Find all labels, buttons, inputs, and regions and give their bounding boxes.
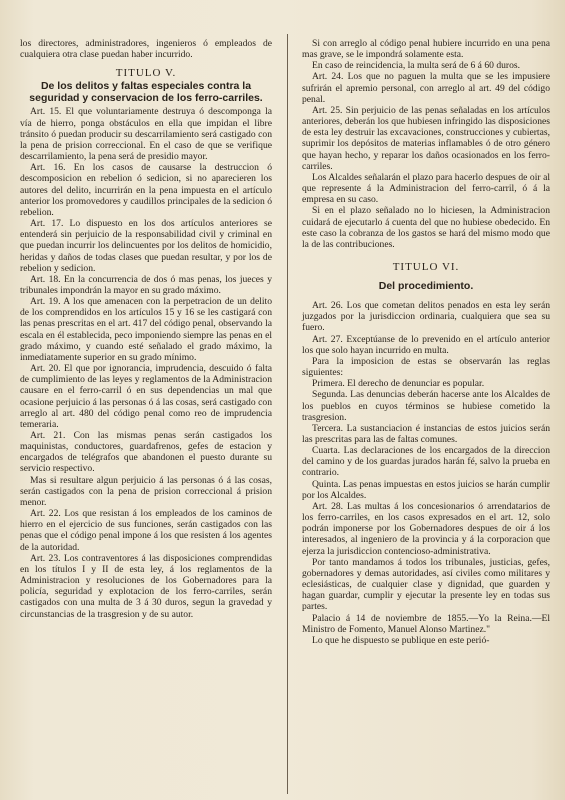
paragraph: Para la imposicion de estas se observarán las reglas siguientes: bbox=[302, 355, 550, 379]
article-15: Art. 15. El que voluntariamente destruya ó descomponga la vía de hierro, ponga obstáculos en ella que impidan el libre tránsito ó puedan producir su descarrilamiento será castigado con la pena de prision correccional. En el caso de que se verifique descarrilamiento, la pena será de presidio mayor. bbox=[20, 106, 272, 163]
section-heading-delitos: De los delitos y faltas especiales contra la seguridad y conservacion de los ferro-carriles. bbox=[29, 80, 263, 105]
paragraph: Mas si resultare algun perjuicio á las personas ó á las cosas, serán castigados con la pena de prision correccional á prision menor. bbox=[20, 474, 272, 508]
paragraph: En caso de reincidencia, la multa será de 6 á 60 duros. bbox=[312, 60, 521, 72]
article-26: Art. 26. Los que cometan delitos penados en esta ley serán juzgados por la jurisdiccion ordinaria, cualquiera que sea su fuero. bbox=[302, 300, 550, 334]
article-17: Art. 17. Lo dispuesto en los dos artículos anteriores se entenderá sin perjuicio de la responsabilidad civil y criminal en que puedan incurrir los delincuentes por los delitos de homicidio, heridas y daños de todas clases que puedan resultar, y por los de rebelion y sedicion. bbox=[20, 218, 272, 274]
article-18: Art. 18. En la concurrencia de dos ó mas penas, los jueces y tribunales impondrán la mayor en su grado máximo. bbox=[20, 273, 272, 296]
article-16: Art. 16. En los casos de causarse la destruccion ó descomposicion en rebelion ó sedicion, si no aparecieren los autores del delito, incurrirán en la pena impuesta en el artículo anterior los promovedores y caudillos principales de la sedicion ó rebelion. bbox=[20, 162, 272, 218]
paragraph: los directores, administradores, ingenieros ó empleados de cualquiera otra clase puedan haber incurrido. bbox=[20, 38, 272, 61]
rule-cuarta: Cuarta. Las declaraciones de los encargados de la direccion del camino y de los guardas jurados harán fé, salvo la prueba en contrario. bbox=[302, 445, 550, 479]
article-24: Art. 24. Los que no paguen la multa que se les impusiere sufrirán el apremio personal, con arreglo al art. 49 del código penal. bbox=[302, 71, 550, 105]
left-column bbox=[20, 38, 272, 620]
title-vi: TITULO VI. bbox=[392, 260, 460, 273]
article-23: Art. 23. Los contraventores á las disposiciones comprendidas en los títulos I y II de esta ley, á los reglamentos de la Administracion y resoluciones de los Gobernadores para la policía, seguridad y explotacion de los ferro-carriles, serán castigados con una multa de 3 á 30 duros, segun la gravedad y circunstancias de la trasgresion y de su autor. bbox=[20, 552, 272, 620]
paragraph: Si en el plazo señalado no lo hiciesen, la Administracion cuidará de ejecutarlo á cuenta del que no hubiese obedecido. En este caso la cobranza de los gastos se hará del mismo modo que la de las contribuciones. bbox=[302, 205, 550, 250]
article-21: Art. 21. Con las mismas penas serán castigados los maquinistas, conductores, guardafrenos, gefes de estacion y encargados de telégrafos que abandonen el puesto durante su servicio respectivo. bbox=[20, 430, 272, 475]
title-v: TITULO V. bbox=[115, 67, 177, 80]
signature-paragraph: Palacio á 14 de noviembre de 1855.—Yo la Reina.—El Ministro de Fomento, Manuel Alonso Martinez." bbox=[302, 612, 550, 635]
article-22: Art. 22. Los que resistan á los empleados de los caminos de hierro en el ejercicio de sus funciones, serán castigados con las penas que el código penal impone á los que resisten á los agentes de la autoridad. bbox=[20, 508, 272, 553]
rule-segunda: Segunda. Las denuncias deberán hacerse ante los Alcaldes de los pueblos en cuyos términos se hubiese cometido la trasgresion. bbox=[302, 389, 550, 423]
paragraph: Lo que he dispuesto se publique en este perió- bbox=[312, 634, 490, 646]
right-column bbox=[302, 38, 550, 646]
rule-quinta: Quinta. Las penas impuestas en estos juicios se harán cumplir por los Alcaldes. bbox=[302, 478, 550, 501]
column-divider bbox=[287, 34, 288, 794]
article-25: Art. 25. Sin perjuicio de las penas señaladas en los artículos anteriores, deberán los que hubiesen infringido las disposiciones de esta ley destruir las excavaciones, construcciones y cubiertas, suprimir los depósitos de materias inflamables ó de otro género que hayan hecho, y reparar los daños ocasionados en los ferro-carriles. bbox=[302, 104, 550, 172]
rule-tercera: Tercera. La sustanciacion é instancias de estos juicios serán las prescritas para las de faltas comunes. bbox=[302, 422, 550, 445]
paragraph: Los Alcaldes señalarán el plazo para hacerlo despues de oir al que represente á la Administracion del ferro-carril, ó á la empresa en su caso. bbox=[302, 171, 550, 206]
article-27: Art. 27. Exceptúanse de lo prevenido en el artículo anterior los que solo hayan incurrido en multa. bbox=[302, 333, 550, 356]
section-heading-procedimiento: Del procedimiento. bbox=[378, 280, 474, 293]
article-20: Art. 20. El que por ignorancia, imprudencia, descuido ó falta de cumplimiento de las leyes y reglamentos de la Administracion causare en el ferro-carril ó en sus dependencias un mal que ocasione perjuicio á las personas ó á las cosas, será castigado con arreglo al art. 480 del código penal como reo de imprudencia temeraria. bbox=[20, 363, 272, 430]
paragraph: Si con arreglo al código penal hubiere incurrido en una pena mas grave, se le impondrá solamente esta. bbox=[302, 38, 550, 61]
paragraph: Por tanto mandamos á todos los tribunales, justicias, gefes, gobernadores y demas autoridades, así civiles como militares y eclesiásticas, de cualquier clase y dignidad, que guarden y hagan guardar, cumplir y ejecutar la presente ley en todas sus partes. bbox=[302, 556, 550, 613]
article-19: Art. 19. A los que amenacen con la perpetracion de un delito de los comprendidos en los artículos 15 y 16 se les castigará con las penas prescritas en el art. 417 del código penal, observando la escala en él establecida, peco imponiendo siempre las penas en el grado máximo, y cuando esté señalado el grado máximo, la inmediatamente superior en su grado mínimo. bbox=[20, 296, 272, 363]
article-28: Art. 28. Las multas á los concesionarios ó arrendatarios de los ferro-carriles, en los casos expresados en el art. 12, solo podrán imponerse por los Gobernadores despues de oir á los interesados, al ingeniero de la provincia y á la corporacion que ejerza la jurisdiccion contencioso-administrativa. bbox=[302, 500, 550, 557]
rule-primera: Primera. El derecho de denunciar es popular. bbox=[312, 378, 485, 390]
